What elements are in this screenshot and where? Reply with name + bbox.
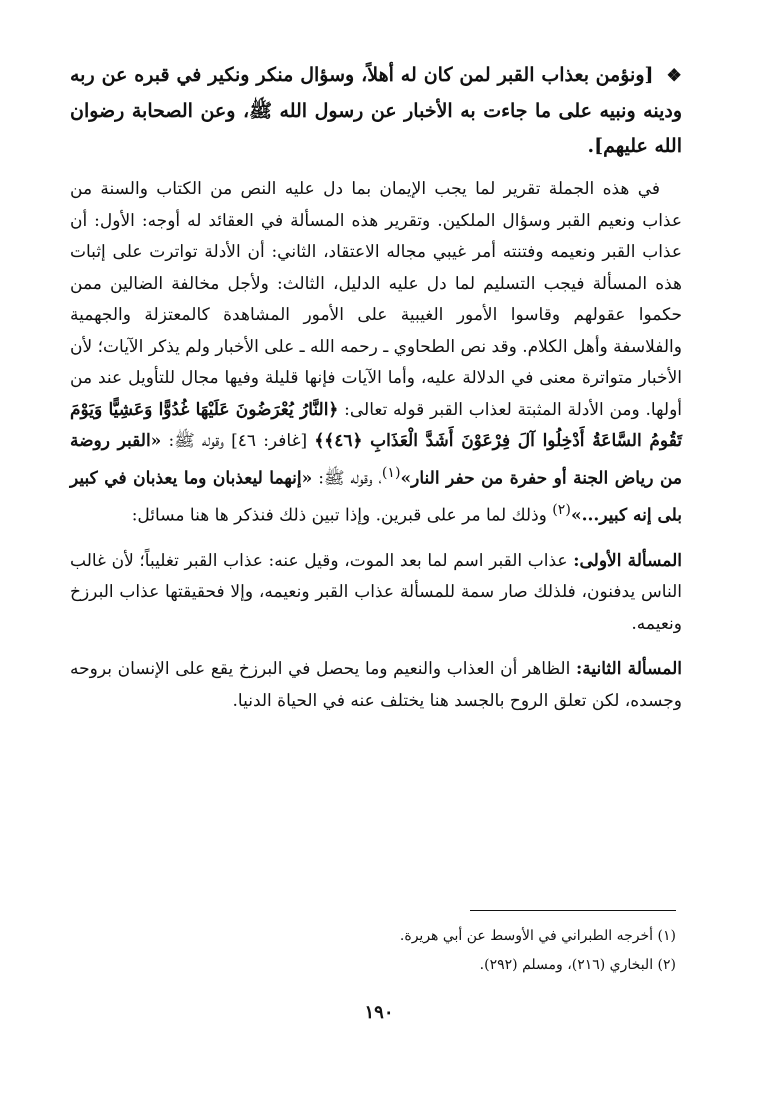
footnote-2: (٢) البخاري (٢١٦)، ومسلم (٢٩٢). (479, 957, 676, 973)
issue-second (70, 654, 682, 717)
issue-text: عذاب القبر اسم لما بعد الموت، وقيل عنه: عذاب القبر تغليباً؛ لأن غالب الناس يدفنون، فلذلك صار سمة للمسألة عذاب القبر ونعيمه، وإلا فحقيقتها عذاب البرزخ ونعيمه. (70, 550, 682, 634)
quran-verse: ﴿النَّارُ يُعْرَضُونَ عَلَيْهَا غُدُوًّا وَعَشِيًّا وَيَوْمَ تَقُومُ السَّاعَةُ أَدْخِلُوا آلَ فِرْعَوْنَ أَشَدَّ الْعَذَابِ ﴿٤٦﴾﴾ (70, 399, 683, 451)
hadith-two: «إنهما ليعذبان وما يعذبان في كبير بلى إنه كبير...» (70, 468, 682, 526)
page-content (70, 58, 682, 731)
issue-first (70, 546, 682, 641)
footnote-marker-2[interactable]: (٢) (552, 501, 571, 518)
issue-text: الظاهر أن العذاب والنعيم وما يحصل في البرزخ يقع على الإنسان بروحه وجسده، لكن تعلق الروح بالجسد هنا يختلف عنه في الحياة الدنيا. (70, 659, 682, 711)
issue-title: المسألة الثانية: (575, 659, 682, 680)
creed-text: [ونؤمن بعذاب القبر لمن كان له أهلاً، وسؤال منكر ونكير في قبره عن ربه ودينه ونبيه على ما جاءت به الأخبار عن رسول الله ﷺ، وعن الصحابة رضوان الله عليهم]. (70, 64, 682, 157)
page-number: ١٩٠ (364, 1002, 394, 1023)
footnote-marker-1[interactable]: (١) (381, 464, 401, 481)
footnotes (70, 922, 676, 980)
paragraph-tail: وذلك لما مر على قبرين. وإذا تبين ذلك فنذكر ها هنا مسائل: (131, 505, 553, 526)
issue-title: المسألة الأولى: (573, 550, 682, 571)
quran-reference: [غافر: ٤٦] وقوله ﷺ: (168, 431, 308, 451)
creed-statement (70, 58, 682, 164)
footnote-divider (470, 910, 676, 911)
connector-text: ، وقوله ﷺ: (318, 468, 382, 489)
commentary-paragraph (70, 174, 682, 532)
footnote-1: (١) أخرجه الطبراني في الأوسط عن أبي هريرة. (399, 928, 676, 944)
hadith-one: «القبر روضة من رياض الجنة أو حفرة من حفر النار» (70, 431, 683, 489)
diamond-bullet-icon: ❖ (666, 66, 682, 86)
commentary-text: في هذه الجملة تقرير لما يجب الإيمان بما دل عليه النص من الكتاب والسنة من عذاب ونعيم القبر وسؤال الملكين. وتقرير هذه المسألة في العقائد له أوجه: الأول: أن عذاب القبر ونعيمه وفتنته أمر غيبي مجاله الاعتقاد، الثاني: أن الأدلة تواترت على إثبات هذه المسألة فيجب التسليم لما دل عليه الدليل، الثالث: ولأجل مخالفة الضالين ممن حكموا عقولهم وقاسوا الأمور الغيبية على الأمور المشاهدة كالمعتزلة والجهمية والفلاسفة وأهل الكلام. وقد نص الطحاوي ـ رحمه الله ـ على الأخبار ولم يذكر الآيات؛ لأن الأخبار متواترة معنى في الدلالة عليه، وأما الآيات فإنها قليلة وفيها مجال للتأويل عند من أولها. ومن الأدلة المثبتة لعذاب القبر قوله تعالى: (70, 179, 682, 420)
